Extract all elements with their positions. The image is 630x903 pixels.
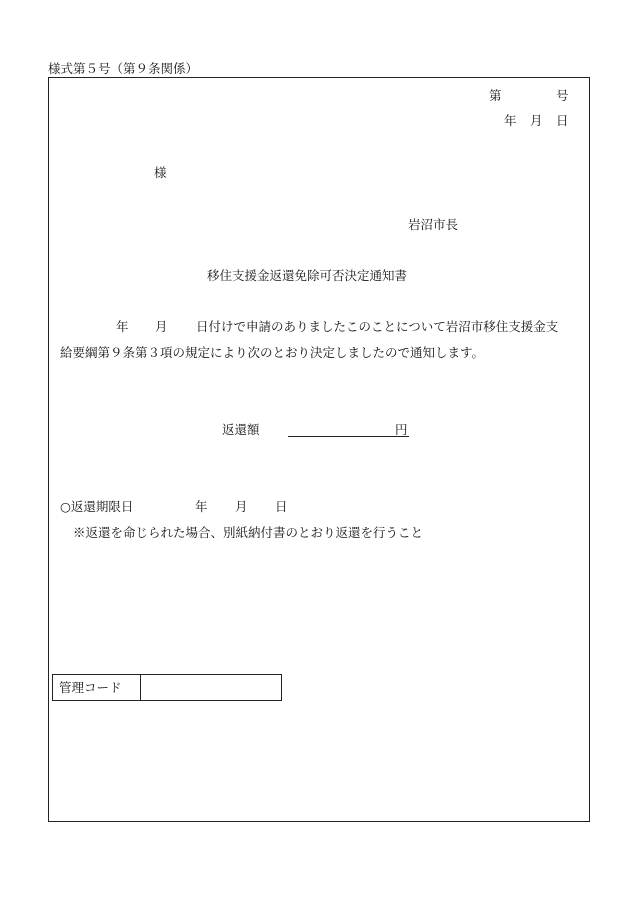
date-year: 年 bbox=[504, 113, 517, 128]
document-title: 移住支援金返還免除可否決定通知書 bbox=[207, 268, 408, 283]
issuer: 岩沼市長 bbox=[408, 217, 459, 232]
date-day: 日 bbox=[556, 113, 569, 128]
document-frame bbox=[48, 77, 590, 822]
doc-number-prefix: 第 bbox=[489, 88, 502, 103]
deadline-label: ○返還期限日 bbox=[60, 499, 134, 514]
deadline-year: 年 bbox=[195, 499, 208, 514]
amount-underline bbox=[288, 436, 409, 437]
body-line1: 日付けで申請のありましたこのことについて岩沼市移住支援金支 bbox=[196, 319, 559, 334]
deadline-day: 日 bbox=[275, 499, 288, 514]
addressee-suffix: 様 bbox=[154, 165, 167, 180]
repayment-note: ※返還を命じられた場合、別紙納付書のとおり返還を行うこと bbox=[73, 525, 424, 540]
body-line2: 給要綱第９条第３項の規定により次のとおり決定しましたので通知します。 bbox=[60, 345, 485, 360]
management-code-label: 管理コード bbox=[59, 680, 122, 695]
doc-number-suffix: 号 bbox=[556, 88, 569, 103]
management-code-label-cell bbox=[52, 674, 141, 701]
body-month: 月 bbox=[155, 319, 168, 334]
form-number: 様式第５号（第９条関係） bbox=[48, 61, 199, 76]
amount-unit: 円 bbox=[395, 422, 408, 437]
management-code-field[interactable] bbox=[140, 674, 282, 701]
body-year: 年 bbox=[116, 319, 129, 334]
amount-label: 返還額 bbox=[222, 422, 260, 437]
date-month: 月 bbox=[530, 113, 543, 128]
deadline-month: 月 bbox=[235, 499, 248, 514]
